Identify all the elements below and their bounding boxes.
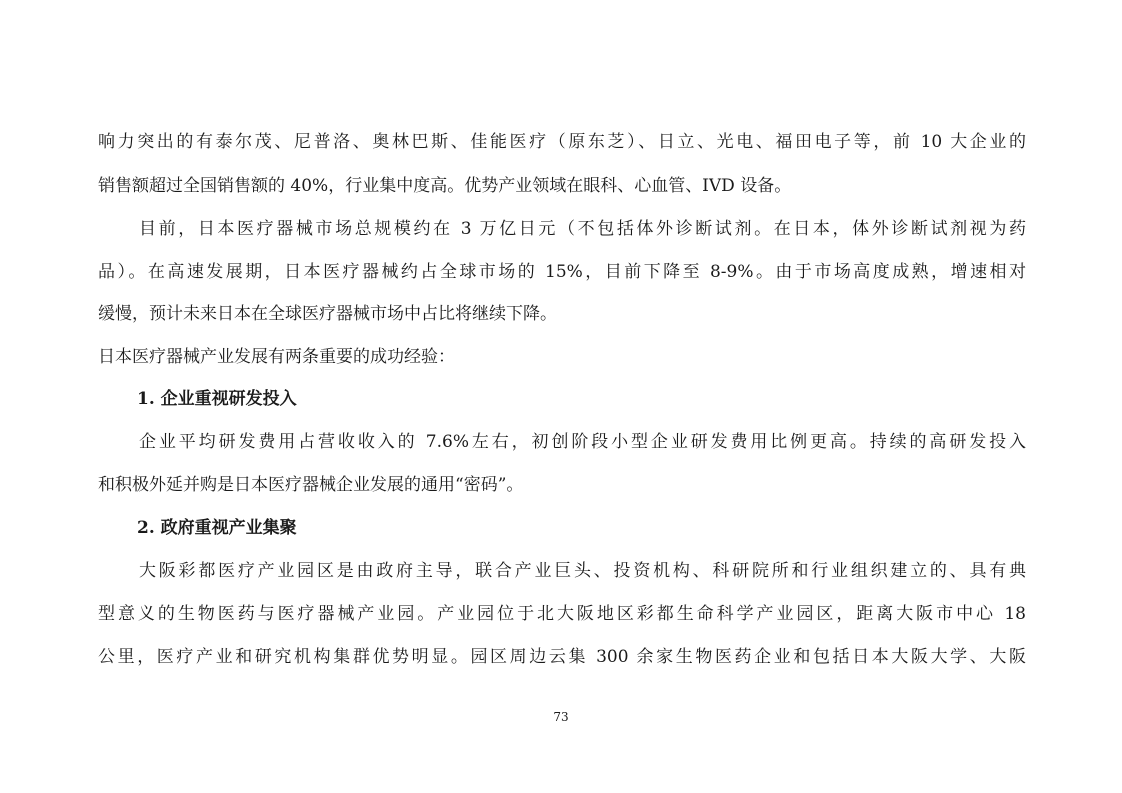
text-line-13: 公里，医疗产业和研究机构集群优势明显。园区周边云集 300 余家生物医药企业和包括日本大阪大学、大阪 xyxy=(98,647,1026,667)
text-line-4: 品）。在高速发展期，日本医疗器械约占全球市场的 15%，目前下降至 8-9%。由于市场高度成熟，增速相对 xyxy=(98,262,1026,282)
text-line-8: 企业平均研发费用占营收收入的 7.6%左右，初创阶段小型企业研发费用比例更高。持续的高研发投入 xyxy=(139,432,1026,452)
section-heading-1: 1. 企业重视研发投入 xyxy=(137,389,297,409)
page-number: 73 xyxy=(553,710,569,724)
text-line-12: 型意义的生物医药与医疗器械产业园。产业园位于北大阪地区彩都生命科学产业园区，距离大阪市中心 18 xyxy=(98,604,1026,624)
section-heading-2: 2. 政府重视产业集聚 xyxy=(137,518,297,538)
text-line-2: 销售额超过全国销售额的 40%，行业集中度高。优势产业领域在眼科、心血管、IVD 设备。 xyxy=(98,176,792,196)
text-line-11: 大阪彩都医疗产业园区是由政府主导，联合产业巨头、投资机构、科研院所和行业组织建立的、具有典 xyxy=(139,561,1026,581)
text-line-3: 目前，日本医疗器械市场总规模约在 3 万亿日元（不包括体外诊断试剂。在日本，体外诊断试剂视为药 xyxy=(139,219,1026,239)
text-line-1: 响力突出的有泰尔茂、尼普洛、奥林巴斯、佳能医疗（原东芝）、日立、光电、福田电子等，前 10 大企业的 xyxy=(98,132,1026,152)
text-line-6: 日本医疗器械产业发展有两条重要的成功经验： xyxy=(98,347,455,367)
text-line-5: 缓慢，预计未来日本在全球医疗器械市场中占比将继续下降。 xyxy=(98,304,557,324)
text-line-9: 和积极外延并购是日本医疗器械企业发展的通用“密码”。 xyxy=(98,475,524,495)
